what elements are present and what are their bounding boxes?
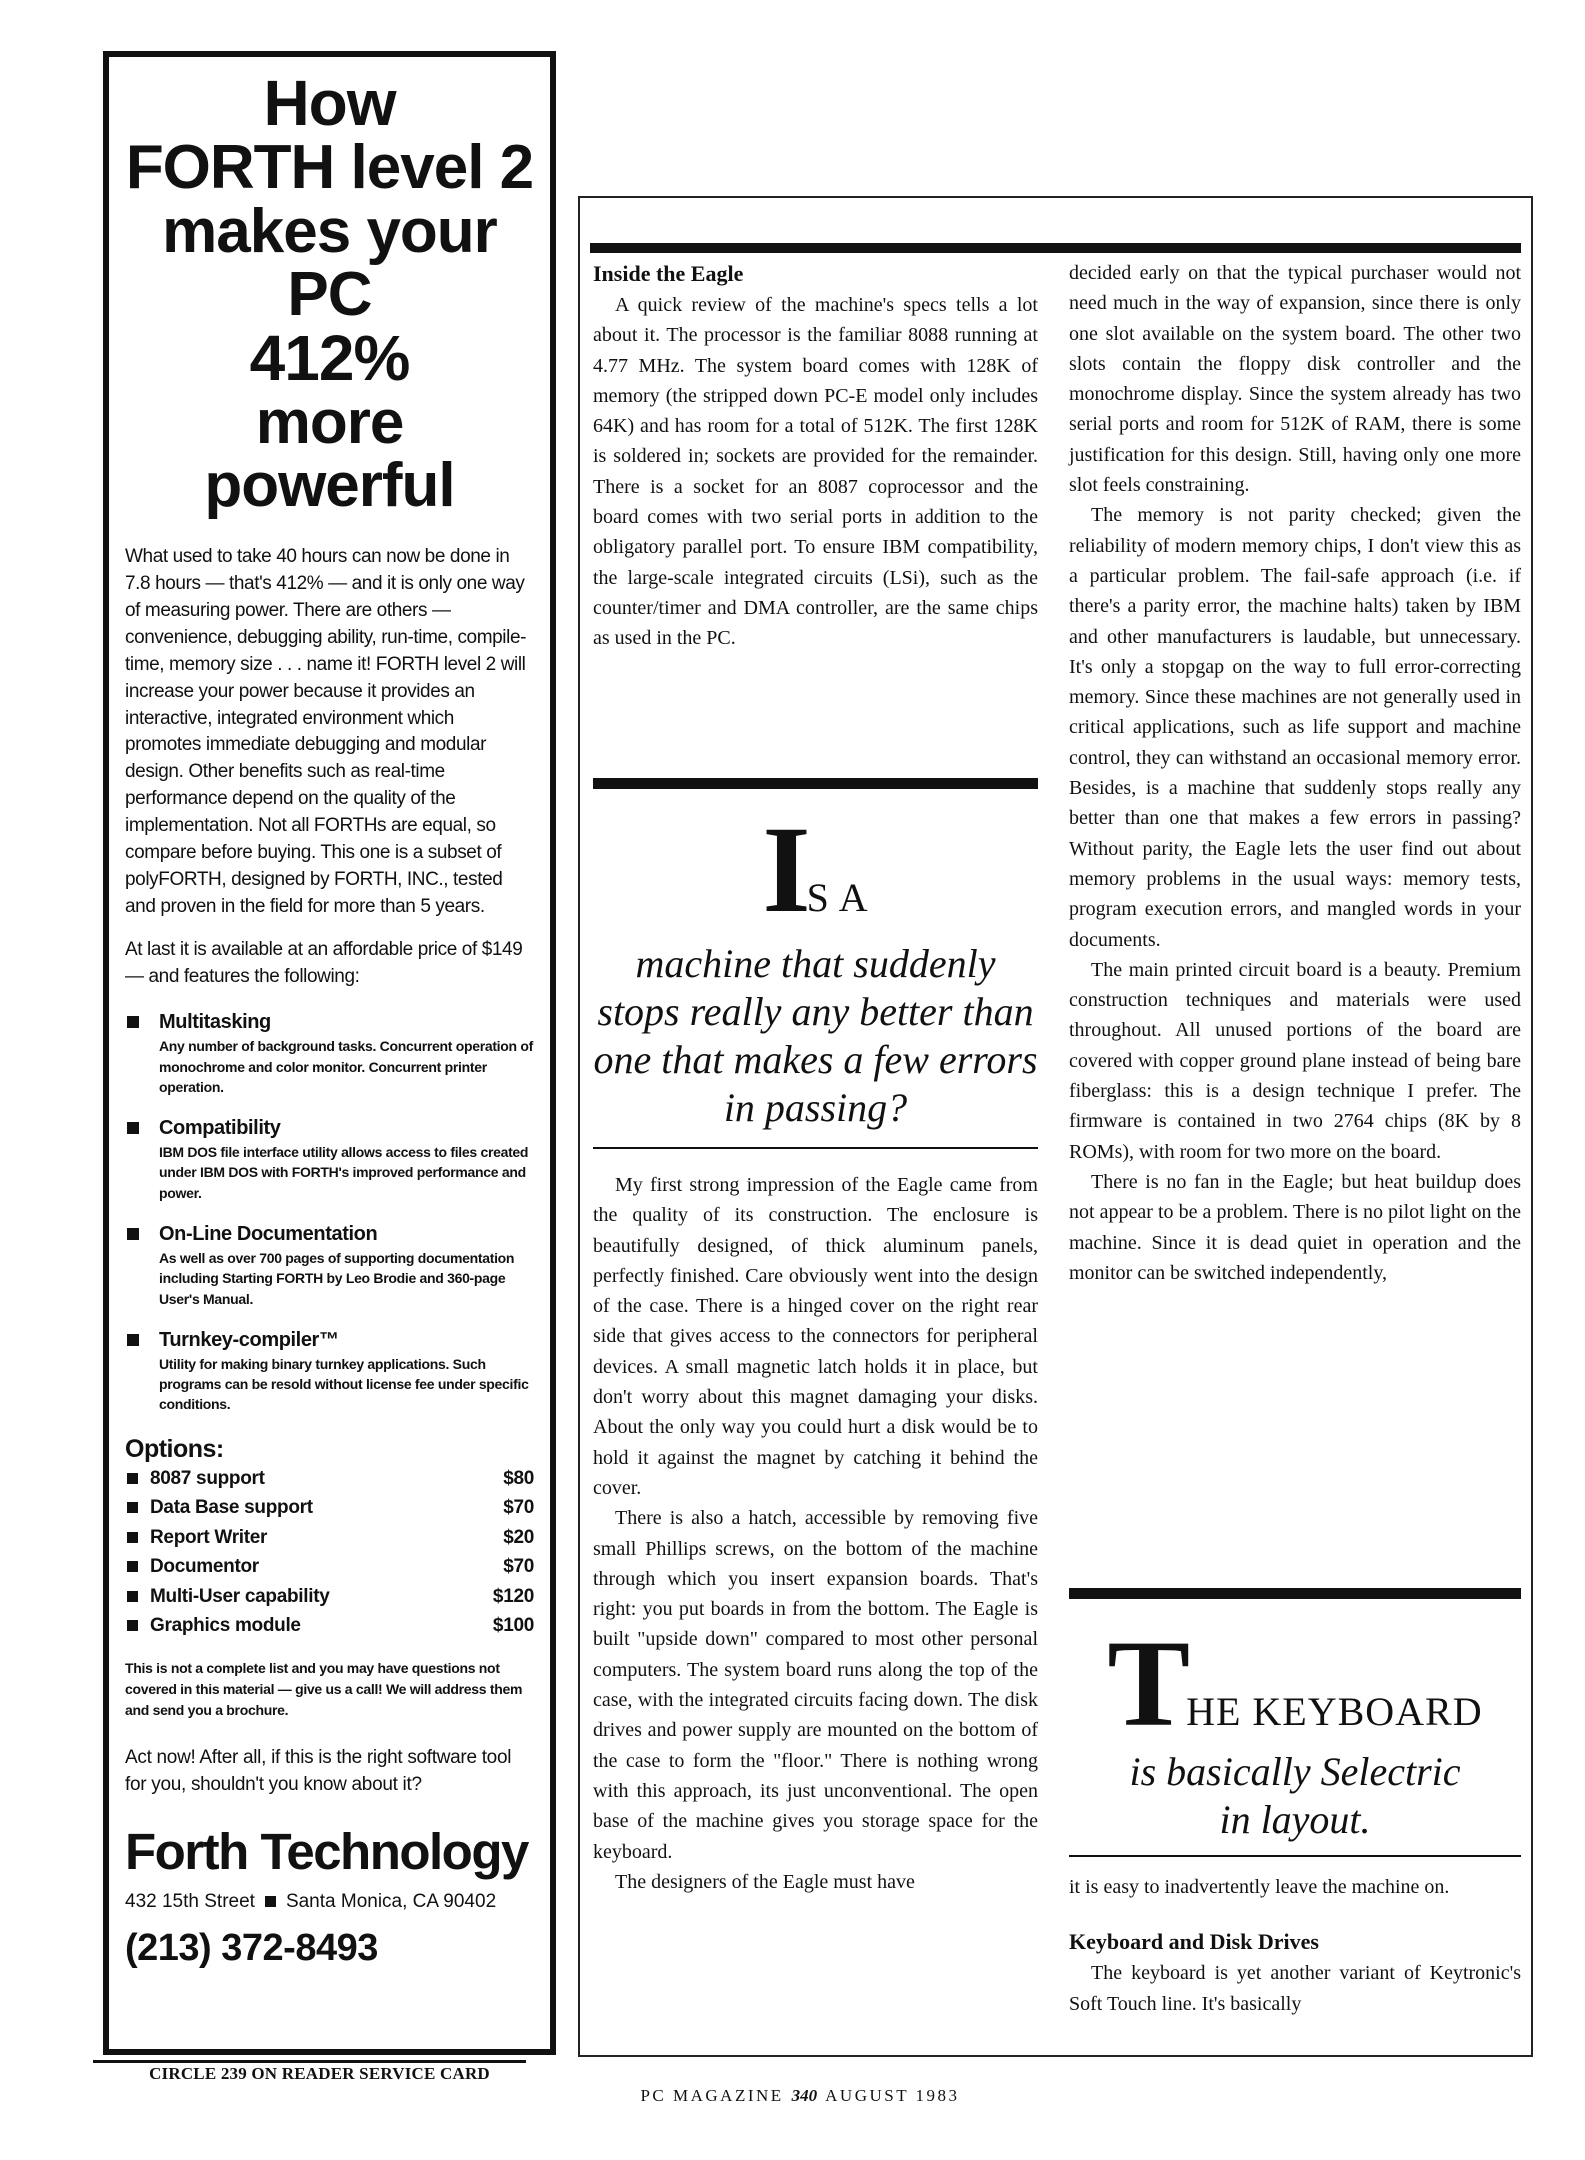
square-bullet-icon: [127, 1591, 138, 1602]
article-paragraph: The keyboard is yet another variant of Keytronic's Soft Touch line. It's basically: [1069, 1962, 1521, 2015]
feature-description: Utility for making binary turnkey applications. Such programs can be resold without license fee under specific conditions.: [159, 1355, 529, 1413]
option-row: [125, 1552, 534, 1581]
article-paragraph: The main printed circuit board is a beauty. Premium construction techniques and materials were used throughout. All unused portions of the board are covered with copper ground plane instead of being bare fiberglass: this is a design technique I prefer. The firmware is contained in two 2764 chips (8K by 8 ROMs), with room for two more on the board.: [1069, 958, 1521, 1163]
ad-intro-paragraph: At last it is available at an affordable price of $149 — and features the following:: [125, 939, 523, 988]
section-heading: Inside the Eagle: [593, 261, 744, 286]
option-row: [125, 1611, 534, 1640]
pullquote-drop-line: [1069, 1615, 1521, 1752]
article-paragraph: The designers of the Eagle must have: [615, 1870, 915, 1893]
ad-intro: [125, 544, 534, 992]
address-street: 432 15th Street: [125, 1890, 255, 1912]
address-city: Santa Monica, CA 90402: [285, 1890, 497, 1912]
option-price: $70: [503, 1556, 534, 1578]
forth-ad: [103, 51, 556, 2055]
divider: [93, 2060, 526, 2063]
option-name: Data Base support: [150, 1497, 313, 1519]
article-paragraph: My first strong impression of the Eagle came from the quality of its construction. The enclosure is beautifully designed, of thick aluminum panels, perfectly finished. Care obviously went into the design of the case. There is a hinged cover on the right rear side that gives access to the connectors for peripheral devices. A small magnetic latch holds it in place, but don't worry about this magnet damaging your disks. About the only way you could hurt a disk would be to hold it against the magnet by catching it behind the cover.: [593, 1174, 1038, 1499]
ad-call-to-action: Act now! After all, if this is the right software tool for you, shouldn't you know about it?: [125, 1747, 512, 1796]
feature-item: [125, 1223, 534, 1309]
pullquote-text: machine that suddenly stops really any better than one that makes a few errors in passing?: [593, 941, 1038, 1130]
option-price: $120: [492, 1585, 534, 1607]
article-paragraph: There is also a hatch, accessible by removing five small Phillips screws, on the bottom of the machine through which you insert expansion boards. That's right: you put boards in from the bottom. The Eagle is built "upside down" compared to most other personal computers. The system board runs along the top of the case, with the integrated circuits facing down. The disk drives and power supply are mounted on the bottom of the case to form the "floor." There is nothing wrong with this approach, its just unconventional. The open base of the machine gives you storage space for the keyboard.: [593, 1507, 1038, 1863]
article-column-2-top: [1069, 258, 1521, 1288]
ad-headline: [125, 67, 534, 521]
square-bullet-icon: [127, 1561, 138, 1572]
article-column-1-top: [593, 258, 1038, 654]
pullquote-rule: [593, 778, 1038, 789]
ad-headline-line: more powerful: [204, 388, 455, 521]
drop-cap: I: [762, 801, 807, 938]
pullquote-rule: [1069, 1855, 1521, 1857]
drop-cap-rest: S A: [806, 875, 869, 920]
page-footer: [590, 2086, 1010, 2106]
article-paragraph: The memory is not parity checked; given the reliability of modern memory chips, I don't view this as a particular problem. The fail-safe approach (i.e. if there's a parity error, the machine halts) taken by IBM and other manufacturers is laudable, but unnecessary. It's only a stopgap on the way to full error-correcting memory. Since these machines are not generally used in critical applications, such as life support and machine control, they can withstand an occasional memory error. Besides, is a machine that suddenly stops really any better than one that makes a few errors in passing? Without parity, the Eagle lets the user find out about memory problems in the usual ways: memory tests, program execution errors, and mangled words in your documents.: [1069, 504, 1521, 951]
square-bullet-icon: [127, 1502, 138, 1513]
company-name: Forth Technology: [125, 1823, 528, 1881]
pullquote-1: [593, 801, 1038, 1132]
article-paragraph: There is no fan in the Eagle; but heat buildup does not appear to be a problem. There is no pilot light on the machine. Since it is dead quiet in operation and the monitor can be switched independently,: [1069, 1170, 1521, 1284]
option-name: Multi-User capability: [150, 1585, 330, 1607]
feature-title: Compatibility: [159, 1117, 281, 1140]
square-bullet-icon: [127, 1122, 139, 1134]
company-address: [125, 1891, 534, 1913]
options-title: Options:: [125, 1434, 224, 1463]
square-bullet-icon: [127, 1334, 139, 1346]
feature-description: IBM DOS file interface utility allows access to files created under IBM DOS with FORTH's improved performance and power.: [159, 1144, 529, 1201]
feature-item: [125, 1117, 534, 1203]
square-bullet-icon: [127, 1016, 139, 1028]
square-bullet-icon: [127, 1532, 138, 1543]
ad-headline-line: makes your PC: [162, 196, 497, 329]
ad-headline-line: How: [263, 67, 396, 139]
feature-item: [125, 1011, 534, 1097]
option-name: Documentor: [150, 1556, 259, 1578]
feature-item: [125, 1329, 534, 1415]
section-heading: Keyboard and Disk Drives: [1069, 1929, 1319, 1955]
issue-date: AUGUST 1983: [825, 2086, 960, 2105]
reader-service-card-text: CIRCLE 239 ON READER SERVICE CARD: [149, 2064, 490, 2083]
option-price: $20: [503, 1526, 534, 1548]
article-paragraph: decided early on that the typical purchaser would not need much in the way of expansion, since there is only one slot available on the system board. The other two slots contain the floppy disk controller and the monochrome display. Since the system already has two serial ports and room for 512K of RAM, there is some justification for this design. Still, having only one more slot feels constraining.: [1069, 262, 1521, 497]
company-phone: (213) 372-8493: [125, 1926, 378, 1969]
option-name: 8087 support: [150, 1467, 265, 1489]
ad-note: This is not a complete list and you may have questions not covered in this material — give us a call! We will address them and send you a brochure.: [125, 1660, 523, 1719]
options-list: [125, 1464, 534, 1641]
feature-description: Any number of background tasks. Concurrent operation of monochrome and color monitor. Concurrent printer operation.: [159, 1038, 533, 1095]
drop-cap: T: [1107, 1615, 1187, 1752]
pullquote-2: [1069, 1615, 1521, 1844]
ad-headline-line: 412%: [249, 321, 410, 394]
option-name: Graphics module: [150, 1614, 301, 1636]
option-name: Report Writer: [150, 1526, 268, 1548]
option-price: $80: [503, 1467, 534, 1489]
square-separator-icon: [265, 1896, 276, 1907]
option-price: $70: [503, 1497, 534, 1519]
article-column-1-bottom: [593, 1170, 1038, 1897]
pullquote-drop-line: [593, 801, 1038, 938]
option-row: [125, 1464, 534, 1493]
option-row: [125, 1523, 534, 1552]
article-paragraph: A quick review of the machine's specs tells a lot about it. The processor is the familiar 8088 running at 4.77 MHz. The system board comes with 128K of memory (the stripped down PC-E model only includes 64K) and has room for a total of 512K. The first 128K is soldered in; sockets are provided for the remainder. There is a socket for an 8087 coprocessor and the board comes with two serial ports in addition to the obligatory parallel port. To ensure IBM compatibility, the large-scale integrated circuits (LSi), such as the counter/timer and DMA controller, are the same chips as used in the PC.: [593, 294, 1038, 650]
pullquote-text: is basically Selectric in layout.: [1129, 1749, 1461, 1842]
square-bullet-icon: [127, 1228, 139, 1240]
feature-title: Turnkey-compiler™: [159, 1328, 339, 1351]
column-rule: [590, 243, 1521, 253]
feature-list: [125, 1011, 534, 1415]
page-number: 340: [791, 2086, 818, 2105]
pullquote-rule: [1069, 1588, 1521, 1599]
square-bullet-icon: [127, 1620, 138, 1631]
drop-cap-rest: HE KEYBOARD: [1186, 1689, 1483, 1734]
feature-title: Multitasking: [159, 1011, 271, 1034]
option-row: [125, 1493, 534, 1522]
article-column-2-bottom: [1069, 1872, 1521, 2019]
option-price: $100: [492, 1614, 534, 1636]
pullquote-rule: [593, 1147, 1038, 1149]
ad-headline-line: FORTH level 2: [125, 133, 534, 203]
magazine-name: PC MAGAZINE: [640, 2086, 784, 2105]
feature-description: As well as over 700 pages of supporting documentation including Starting FORTH by Leo Brodie and 360-page User's Manual.: [159, 1249, 515, 1307]
feature-title: On-Line Documentation: [159, 1222, 378, 1245]
ad-intro-paragraph: What used to take 40 hours can now be done in 7.8 hours — that's 412% — and it is only one way of measuring power. There are others — convenience, debugging ability, run-time, compile-time, memory size . . . name it! FORTH level 2 will increase your power because it provides an interactive, integrated environment which promotes immediate debugging and modular design. Other benefits such as real-time performance depend on the quality of the implementation. Not all FORTHs are equal, so compare before buying. This one is a subset of polyFORTH, designed by FORTH, INC., tested and proven in the field for more than 5 years.: [125, 545, 527, 918]
article-paragraph: it is easy to inadvertently leave the machine on.: [1069, 1876, 1450, 1898]
option-row: [125, 1582, 534, 1611]
square-bullet-icon: [127, 1473, 138, 1484]
